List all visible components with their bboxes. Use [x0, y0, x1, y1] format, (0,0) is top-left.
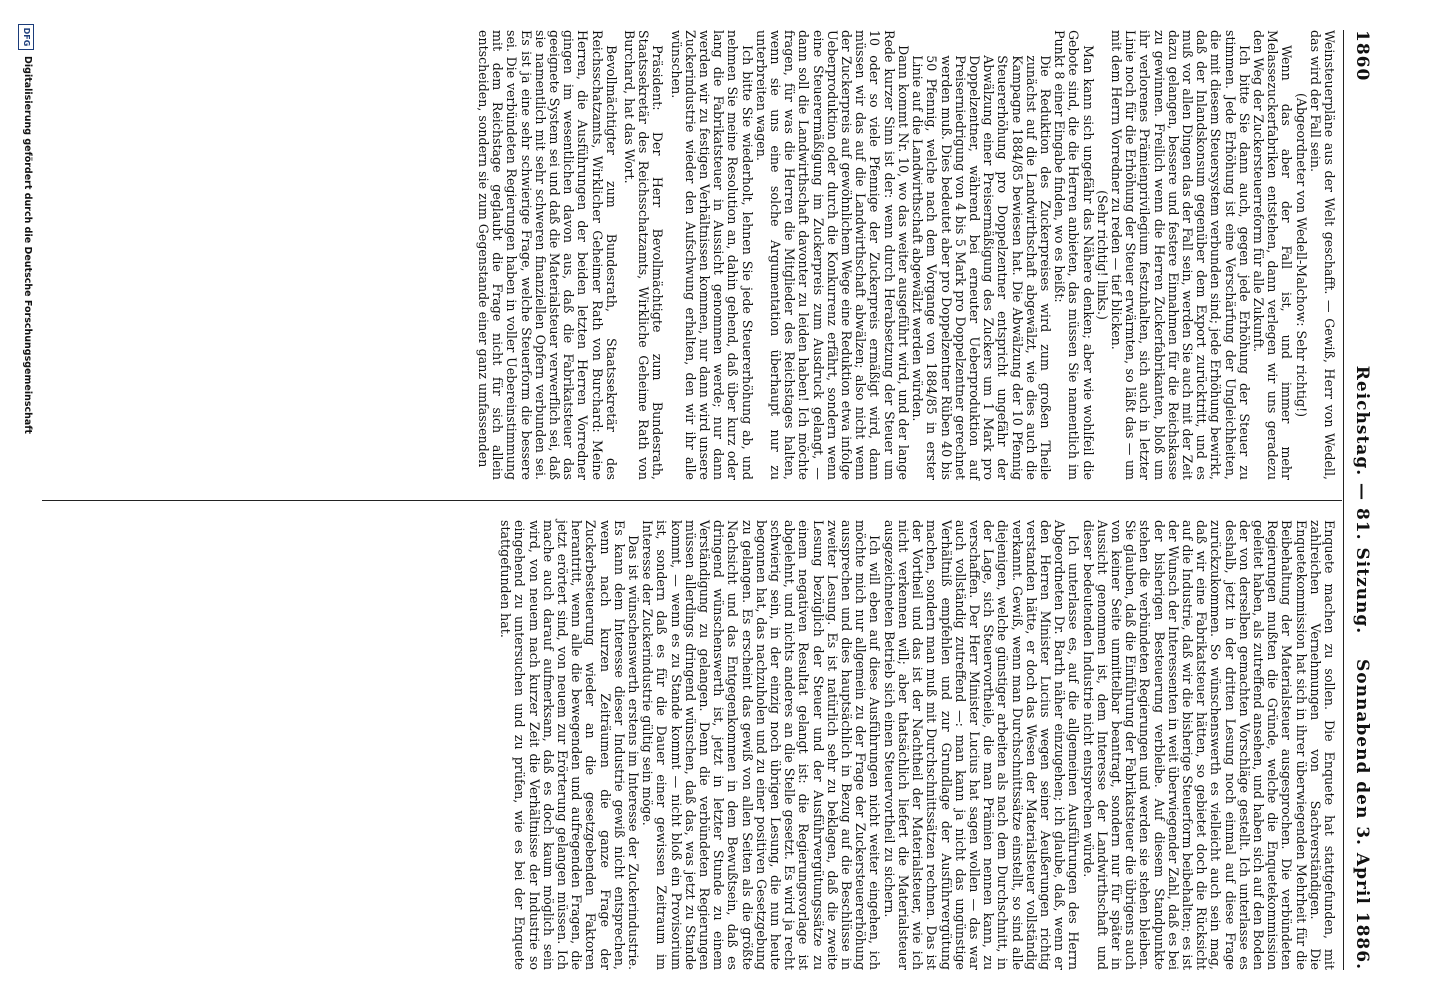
paragraph: Wenn das aber der Fall ist, und immer mehr Melassezuckerfabriken entstehen, dann verlegen wir uns geradezu den Weg der Zuckersteuerreform für alle Zukunft.: [1250, 30, 1295, 480]
header-rule: [1343, 30, 1344, 970]
paragraph: Die Reduktion des Zuckerpreises wird zum großen Theile zunächst auf die Landwirthschaft abgewälzt, wie dies auch die Kampagne 1884/85 bewiesen hat. Die Abwälzung der 10 Pfennig Steuererhöhung pro Doppelzentner entspricht ungefähr der Abwälzung einer Preisermäßigung des Zuckers um 1 Mark pro Doppelzentner, während bei erneuter Ueberproduktion auf Preiserniedrigung von 4 bis 5 Mark pro Doppelzentner gerechnet werden muß. Dies bedeutet aber pro Doppelzentner Rüben 40 bis 50 Pfennig, welche nach dem Vorgange von 1884/85 in erster Linie auf die Landwirthschaft abgewälzt werden würden.: [910, 55, 1053, 480]
session-date: Sonnabend den 3. April 1886.: [1352, 659, 1372, 970]
paragraph: Ich will eben auf diese Ausführungen nicht weiter eingehen, ich möchte mich nur allgemein zu der Frage der Zuckersteuererhöhung aussprechen und dies hauptsächlich in Bezug auf die Beschlüsse in zweiter Lesung. Es ist natürlich sehr zu beklagen, daß die zweite Lesung bezüglich der Steuer und der Ausführvergütungssätze zu einem negativen Resultat gelangt ist: die Regierungsvorlage ist abgelehnt, und nichts anderes an die Stelle gesetzt. Es wird ja recht schwierig sein, in der einzig noch übrigen Lesung, die nun heute begonnen hat, das nachzuholen und zu einer positiven Gesetzgebung zu gelangen. Es erscheint das gewiß von allen Seiten als die größte Nachsicht und das Entgegenkommen in dem Bewußtsein, daß es dringend wünschenswerth ist, jetzt in letzter Stunde zu einem Verständigung zu gelangen. Denn die verbündeten Regierungen müssen allerdings dringend wünschen, daß das, was jetzt zu Stande kommt, — wenn es zu Stande kommt — nicht bloß ein Provisorium ist, sondern daß es für die Dauer einer gewissen Zeitraum im Interesse der Zuckerindustrie gültig sein möge.: [640, 520, 883, 970]
column-divider: [42, 500, 1342, 501]
paragraph: Ich bitte Sie dann auch, gegen jede Erhöhung der Steuer zu stimmen. Jede Erhöhung ist eine Verschärfung der Ungleichheiten, die mit diesem Steuersystem verbunden sind; jede Erhöhung bewirkt, daß der Inlandskonsum gegenüber dem Export zurücktritt, und es muß vor allen Dingen das der Fall sein, werden Sie auch mit der Zeit dazu gelangen, bessere und festere Einnahmen für die Reichskasse zu gewinnen. Freilich wenn die Herren Zuckerfabrikanten, bloß um ihr verlorenes Prämienprivilegium festzuhalten, sich auch in letzter Linie noch für die Erhöhung der Steuer erwärmten, so läßt das — um mit dem Herrn Vorredner zu reden — tief blicken.: [1108, 30, 1252, 480]
funding-credit: Digitalisierung gefördert durch die Deutsche Forschungsgemeinschaft: [22, 56, 33, 434]
page-header: [1346, 30, 1376, 970]
paragraph: Ich bitte Sie wiederholt, lehnen Sie jede Steuererhöhung ab, und nehmen Sie meine Resolution an, dahin gehend, daß über kurz oder lang die Fabrikatsteuer in Aussicht genommen werde; nur dann werden wir zu festigen Verhältnissen kommen, nur dann wird unsere Zuckerindustrie wieder den Aufschwung erhalten, den wir ihr alle wünschen.: [668, 30, 755, 480]
page-number: 1860: [1352, 30, 1372, 82]
paragraph: Enquete machen zu sollen. Die Enquete hat stattgefunden, mit zahlreichen Vernehmungen von Sachverständigen. Die Enquetekommission hat sich in ihrer überwiegenden Mehrheit für die Beibehaltung der Materialsteuer ausgesprochen. Die verbündeten Regierungen mußten die Gründe, welche die Enquetekommission geleitet haben, als zutreffend ansehen, und haben sich auf den Boden der von derselben gemachten Vorschläge gestellt. Ich unterlasse es deshalb, jetzt in der dritten Lesung noch einmal auf diese Frage zurückzukommen. So wünschenswerth es vielleicht auch sein mag, daß wir eine Fabrikatsteuer hätten, so gebietet doch die Rücksicht auf die Industrie, daß wir die bisherige Steuerform beibehalten; es ist der Wunsch der Interessenten in weit überwiegender Zahl, daß es bei der bisherigen Besteuerung verbleibe. Auf diesem Standpunkte stehen die verbündeten Regierungen und werden sie stehen bleiben. Sie glauben, daß die Einführung der Fabrikatsteuer die übrigens auch von keiner Seite unmittelbar beantragt, sondern nur für später in Aussicht genommen ist, dem Interesse der Landwirthschaft und dieser bedeutenden Industrie nicht entsprechen würde.: [1080, 520, 1337, 970]
paragraph: Ich unterlasse es, auf die allgemeinen Ausführungen des Herrn Abgeordneten Dr. Barth näher einzugehen; ich glaube, daß, wenn er den Herren Minister Lucius wegen seiner Aeußerungen richtig verstanden hätte, er doch das Wesen der Materialsteuer vollständig verkannt. Gewiß, wenn man Durchschnittssätze einstellt, so sind alle diejenigen, welche günstiger arbeiten als nach dem Durchschnitt, in der Lage, sich Steuervortheile, die man Prämien nennen kann, zu verschaffen. Der Herr Minister Lucius hat sagen wollen — das war auch vollständig zutreffend —: man kann ja nicht das ungünstige Verhältniß empfehlen und zur Grundlage der Ausführvergütung machen, sondern man muß mit Durchschnittssätzen rechnen. Das ist der Vortheil und das ist der Nachtheil der Materialsteuer, wie ich nicht verkennen will; aber thatsächlich liefert die Materialsteuer ausgezeichneten Betrieb sich einen Steuervortheil zu sichern.: [881, 520, 1082, 970]
paragraph: Das ist wünschenswerth erstens im Interesse der Zuckerindustrie. Es kann dem Interesse dieser Industrie gewiß nicht entsprechen, wenn nach kurzen Zeiträumen die ganze Frage der Zuckerbesteuerung wieder an die gesetzgebenden Faktoren herantritt, wenn alle die bewegenden und aufregenden Fragen, die jetzt erörtert sind, von neuem zur Erörterung gelangen müssen. Ich mache auch darauf aufmerksam, daß es doch kaum möglich sein wird, von neuem nach kurzer Zeit die Verhältnisse der Industrie so eingehend zu untersuchen und zu prüfen, wie es bei der Enquete stattgefunden hat.: [498, 520, 642, 970]
paragraph: Weinsteuerpläne aus der Welt geschafft. — Gewiß, Herr von Wedell, das wird der Fall sein.: [1307, 30, 1337, 480]
digitization-footer: [12, 10, 36, 990]
paragraph: (Sehr richtig! links.): [1094, 190, 1110, 320]
paragraph: (Abgeordneter von Wedell-Malchow: Sehr richtig!): [1293, 92, 1309, 418]
scanned-page: [0, 10, 1388, 990]
paragraph: Dann kommt Nr. 10, wo das weiter ausgeführt wird, und der lange Rede kurzer Sinn ist der: wenn durch Herabsetzung der Steuer um 10 oder so viele Pfennige der Zuckerpreis ermäßigt wird, dann müssen wir das auf die Landwirthschaft abwälzen; also nicht wenn der Zuckerpreis auf gewöhnlichem Wege eine Reduktion etwa infolge Ueberproduktion oder durch die Konkurrenz erfährt, sondern wenn eine Steuerermäßigung im Zuckerpreis zum Ausdruck gelangt, — dann soll die Landwirthschaft davonter zu leiden haben! Ich möchte fragen, für was die Herren die Mitglieder des Reichstages halten, wenn sie uns eine solche Argumentation überhaupt nur zu unterbreiten wagen.: [753, 30, 911, 480]
page-title: Reichstag. — 81. Sitzung.: [1352, 365, 1372, 635]
left-column: [476, 30, 1336, 480]
paragraph: Bevollmächtigter zum Bundesrath, Staatssekretär des Reichsschatzamts, Wirklicher Geheimer Rath von Burchard: Meine Herren, die Ausführungen der beiden letzten Herren Vorredner gingen im wesentlichen davon aus, daß die Fabrikatsteuer das geeignete System sei und daß die Materialsteuer verwerflich sei, daß sie namentlich mit sehr schweren finanziellen Opfern verbunden sei. Es ist ja eine sehr schwierige Frage, welche Steuerform die bessere sei. Die verbündeten Regierungen haben in voller Uebereinstimmung mit dem Reichstage geglaubt die Frage nicht für sich allein entscheiden, sondern sie zum Gegenstande einer ganz umfassenden: [476, 30, 619, 480]
right-column: [498, 520, 1336, 970]
paragraph: Präsident: Der Herr Bevollmächtigte zum Bundesrath, Staatssekretär des Reichsschatzamts, Wirkliche Geheime Rath von Burchard, hat das Wort.: [622, 30, 666, 480]
dfg-logo: DFG: [18, 24, 34, 50]
paragraph: Man kann sich ungefähr das Nähere denken; aber wie wohlfeil die Gebote sind, die die Herren anbieten, das müssen Sie namentlich im Punkt 8 einer Eingabe finden, wo es heißt:: [1052, 30, 1096, 480]
